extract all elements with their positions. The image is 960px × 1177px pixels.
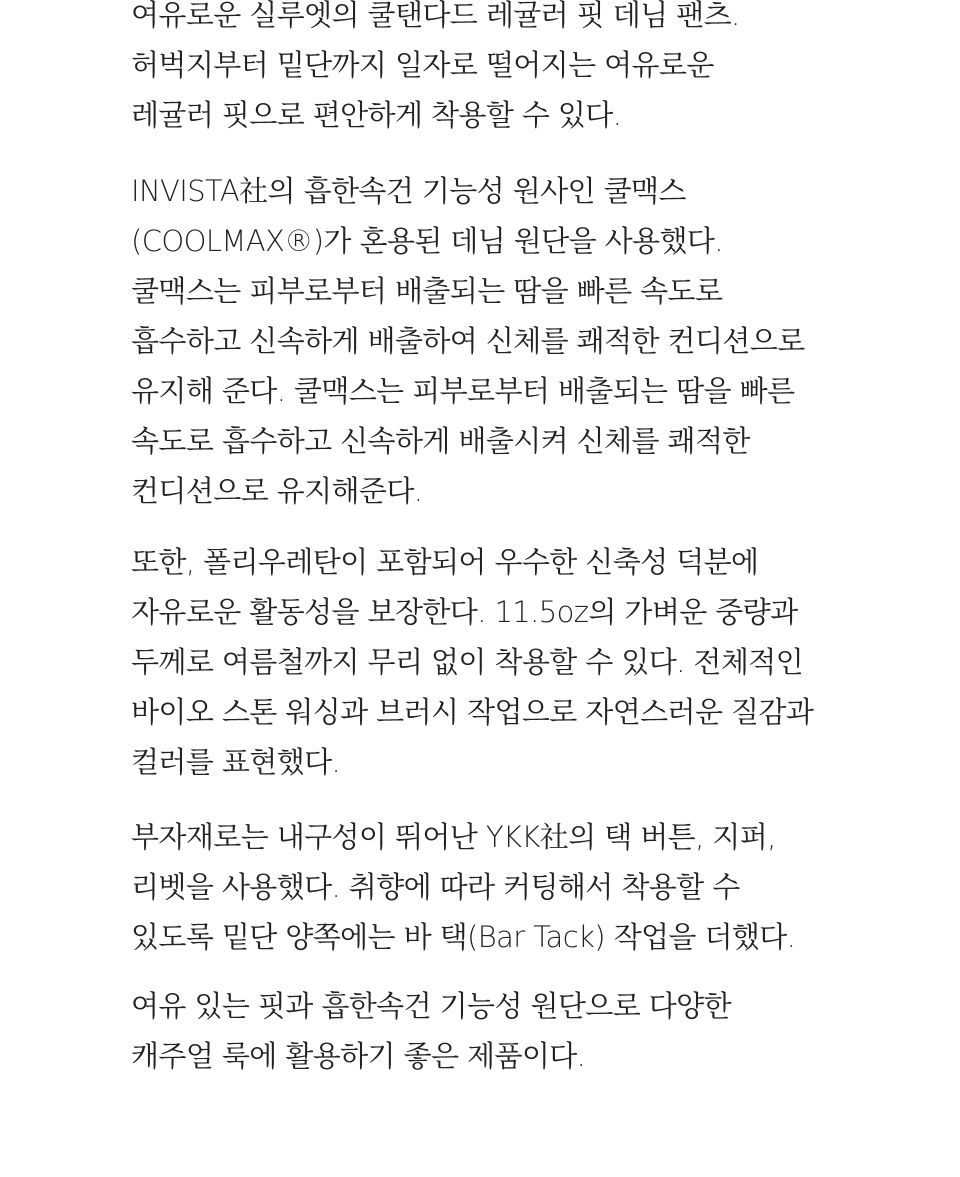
text-line: 바이오 스톤 워싱과 브러시 작업으로 자연스러운 질감과 <box>131 695 814 729</box>
text-line: 흡수하고 신속하게 배출하여 신체를 쾌적한 컨디션으로 <box>131 324 805 358</box>
text-line: 여유 있는 핏과 흡한속건 기능성 원단으로 다양한 <box>131 989 731 1023</box>
text-line: 여유로운 실루엣의 쿨탠다드 레귤러 핏 데님 팬츠. <box>131 0 740 32</box>
paragraph-fit <box>131 0 740 140</box>
paragraph-summary <box>131 981 731 1081</box>
text-line: 레귤러 핏으로 편안하게 착용할 수 있다. <box>131 98 622 132</box>
text-line: 컨디션으로 유지해준다. <box>131 474 423 508</box>
text-line: 쿨맥스는 피부로부터 배출되는 땀을 빠른 속도로 <box>131 274 723 308</box>
paragraph-stretch <box>131 537 813 787</box>
text-line: 또한, 폴리우레탄이 포함되어 우수한 신축성 덕분에 <box>131 545 759 579</box>
text-line: 두께로 여름철까지 무리 없이 착용할 수 있다. 전체적인 <box>131 645 804 679</box>
text-line: 캐주얼 룩에 활용하기 좋은 제품이다. <box>131 1039 586 1073</box>
text-line: 리벳을 사용했다. 취향에 따라 커팅해서 착용할 수 <box>131 870 740 904</box>
text-line: 허벅지부터 밑단까지 일자로 떨어지는 여유로운 <box>131 48 714 82</box>
text-line: (COOLMAX®)가 혼용된 데님 원단을 사용했다. <box>131 224 723 258</box>
text-line: 속도로 흡수하고 신속하게 배출시켜 신체를 쾌적한 <box>131 424 750 458</box>
text-line: 유지해 준다. 쿨맥스는 피부로부터 배출되는 땀을 빠른 <box>131 374 795 408</box>
text-line: INVISTA社의 흡한속건 기능성 원사인 쿨맥스 <box>131 174 686 208</box>
text-line: 부자재로는 내구성이 뛰어난 YKK社의 택 버튼, 지퍼, <box>131 820 776 854</box>
text-line: 컬러를 표현했다. <box>131 745 341 779</box>
paragraph-hardware <box>131 812 795 962</box>
text-line: 자유로운 활동성을 보장한다. 11.5oz의 가벼운 중량과 <box>131 595 798 629</box>
text-line: 있도록 밑단 양쪽에는 바 택(Bar Tack) 작업을 더했다. <box>131 920 796 954</box>
paragraph-coolmax <box>131 166 805 516</box>
